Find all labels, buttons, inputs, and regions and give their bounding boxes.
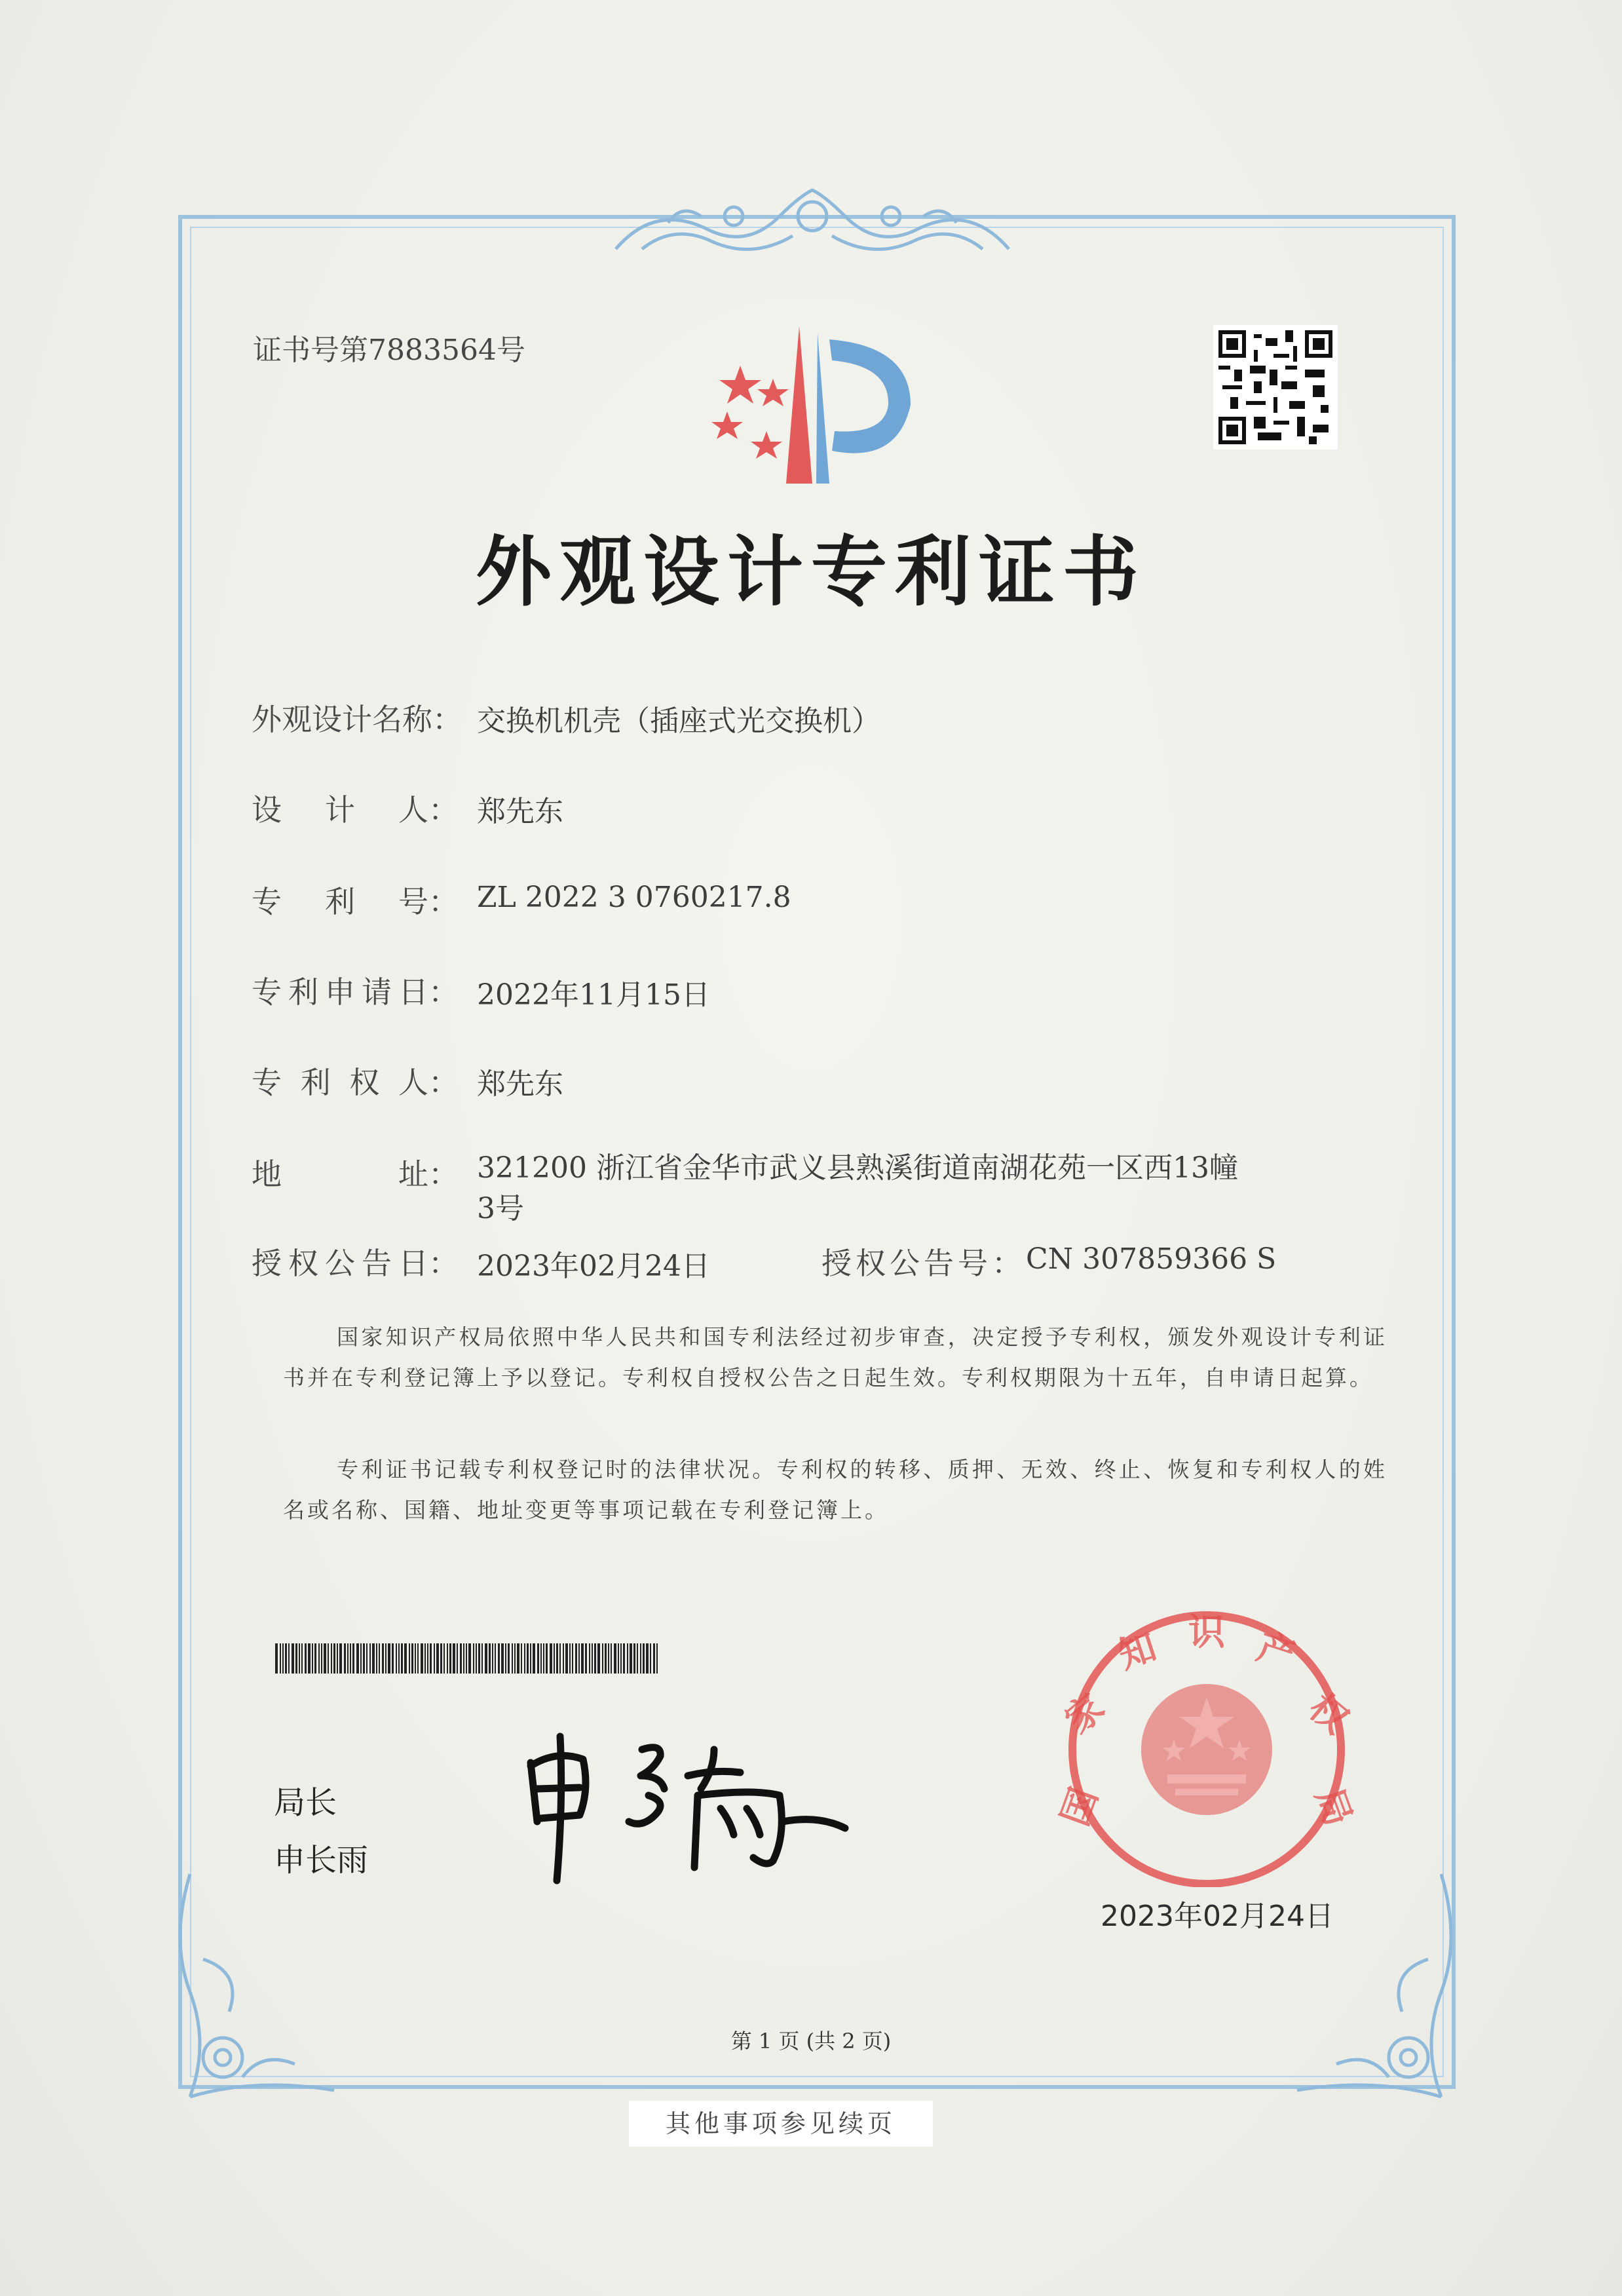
barcode-bar (565, 1643, 568, 1674)
barcode-bar (559, 1643, 561, 1674)
barcode-bar (285, 1643, 287, 1674)
barcode-bar (360, 1643, 362, 1674)
svg-text:局: 局 (1307, 1782, 1361, 1832)
barcode-bar (473, 1643, 474, 1674)
svg-text:家: 家 (1057, 1685, 1113, 1742)
barcode-bar (581, 1643, 584, 1674)
barcode-bar (356, 1643, 359, 1674)
director-name: 申长雨 (274, 1842, 369, 1879)
patent-office-logo (701, 320, 937, 490)
barcode-bar (295, 1643, 297, 1674)
barcode-bar (620, 1643, 622, 1674)
barcode-bar (517, 1643, 519, 1674)
barcode-bar (537, 1643, 539, 1674)
field-design-name-label: 外 观 设 计 名 称： (252, 702, 462, 737)
barcode-bar (366, 1643, 368, 1674)
barcode-bar (411, 1643, 413, 1674)
barcode-bar (436, 1643, 439, 1674)
barcode-bar (540, 1643, 542, 1674)
barcode-bar (463, 1643, 464, 1674)
field-patentee-value: 郑先东 (477, 1067, 563, 1101)
barcode-bar (280, 1643, 281, 1674)
publication-number-label: 授权公告号： (821, 1246, 1026, 1281)
barcode-bar (554, 1643, 555, 1674)
barcode-bar (392, 1643, 394, 1674)
barcode-bar (328, 1643, 329, 1674)
field-address-value: 321200 浙江省金华市武义县熟溪街道南湖花苑一区西13幢3号 (477, 1151, 1238, 1225)
barcode-bar (457, 1643, 458, 1674)
barcode-bar (318, 1643, 320, 1674)
barcode-bar (543, 1643, 544, 1674)
barcode-bar (585, 1643, 587, 1674)
barcode-bar (618, 1643, 619, 1674)
barcode-bar (633, 1643, 635, 1674)
barcode-bar (337, 1643, 338, 1674)
barcode-bar (650, 1643, 651, 1674)
barcode-bar (614, 1643, 616, 1674)
field-designer-value: 郑先东 (477, 795, 563, 828)
barcode-bar (324, 1643, 326, 1674)
barcode-bar (396, 1643, 397, 1674)
barcode-bar (443, 1643, 445, 1674)
barcode-bar (308, 1643, 311, 1674)
certificate-title: 外观设计专利证书 (476, 527, 1146, 617)
barcode-bar (321, 1643, 322, 1674)
barcode-bar (314, 1643, 316, 1674)
barcode-bar (417, 1643, 419, 1674)
qr-code (1213, 325, 1338, 450)
barcode-bar (409, 1643, 410, 1674)
barcode-bar (524, 1643, 525, 1674)
official-seal (1023, 1599, 1390, 1887)
barcode-bar (512, 1643, 513, 1674)
barcode-bar (282, 1643, 284, 1674)
barcode-bar (331, 1643, 332, 1674)
barcode-bar (569, 1643, 571, 1674)
barcode-bar (379, 1643, 380, 1674)
barcode-bar (430, 1643, 432, 1674)
barcode-bar (415, 1643, 416, 1674)
barcode-bar (637, 1643, 638, 1674)
barcode-bar (572, 1643, 573, 1674)
barcode-bar (440, 1643, 442, 1674)
barcode-bar (605, 1643, 607, 1674)
barcode-bar (369, 1643, 371, 1674)
barcode-bar (627, 1643, 628, 1674)
barcode-bar (401, 1643, 403, 1674)
barcode-bar (476, 1643, 477, 1674)
barcode-bar (653, 1643, 655, 1674)
field-grant-date-value: 2023年02月24日 (477, 1250, 710, 1283)
barcode-bar (372, 1643, 375, 1674)
barcode-bar (505, 1643, 506, 1674)
certificate-number: 证书号第7883564号 (253, 334, 525, 367)
barcode-bar (592, 1643, 593, 1674)
barcode-bar (339, 1643, 342, 1674)
field-address-label: 地 址： (252, 1157, 459, 1192)
barcode-bar (421, 1643, 423, 1674)
barcode-bar (333, 1643, 335, 1674)
field-application-date-value: 2022年11月15日 (477, 978, 710, 1012)
barcode-bar (530, 1643, 531, 1674)
barcode-bar (449, 1643, 451, 1674)
barcode-bar (611, 1643, 612, 1674)
barcode-bar (533, 1643, 535, 1674)
field-design-name-value: 交换机机壳（插座式光交换机） (477, 704, 880, 738)
barcode-bar (597, 1643, 600, 1674)
barcode-bar (556, 1643, 558, 1674)
barcode-bar (344, 1643, 346, 1674)
barcode-bar (404, 1643, 407, 1674)
barcode-bar (434, 1643, 435, 1674)
barcode-bar (453, 1643, 455, 1674)
barcode-bar (468, 1643, 471, 1674)
barcode (275, 1643, 662, 1674)
barcode-bar (305, 1643, 307, 1674)
barcode-bar (447, 1643, 448, 1674)
svg-text:国: 国 (1053, 1782, 1106, 1832)
svg-text:知: 知 (1113, 1624, 1161, 1677)
barcode-bar (292, 1643, 294, 1674)
barcode-bar (301, 1643, 303, 1674)
field-application-date-label: 专 利 申 请 日： (252, 974, 459, 1010)
barcode-bar (643, 1643, 645, 1674)
svg-text:识: 识 (1188, 1611, 1225, 1654)
barcode-bar (623, 1643, 625, 1674)
barcode-bar (288, 1643, 290, 1674)
barcode-bar (602, 1643, 603, 1674)
legal-paragraph-1: 国家知识产权局依照中华人民共和国专利法经过初步审查，决定授予专利权，颁发外观设计专利证书并在专利登记簿上予以登记。专利权自授权公告之日起生效。专利权期限为十五年，自申请日起算。 (283, 1324, 1387, 1390)
qr-code-image (1218, 330, 1332, 444)
field-patent-number-value: ZL 2022 3 0760217.8 (477, 881, 791, 914)
field-patentee-label: 专 利 权 人： (252, 1065, 459, 1100)
barcode-bar (508, 1643, 510, 1674)
barcode-bar (646, 1643, 649, 1674)
barcode-bar (382, 1643, 384, 1674)
barcode-bar (640, 1643, 641, 1674)
bottom-left-ornament (164, 1861, 347, 2110)
publication-number-value: CN 307859366 S (1026, 1242, 1277, 1276)
svg-text:产: 产 (1252, 1624, 1300, 1677)
barcode-bar (424, 1643, 426, 1674)
barcode-bar (376, 1643, 377, 1674)
barcode-bar (466, 1643, 467, 1674)
page-indicator: 第 1 页 (共 2 页) (730, 2029, 892, 2054)
svg-text:权: 权 (1300, 1685, 1357, 1742)
seal-date: 2023年02月24日 (1101, 1900, 1334, 1933)
barcode-bar (275, 1643, 278, 1674)
top-ornament (603, 177, 1022, 269)
barcode-bar (363, 1643, 365, 1674)
barcode-bar (630, 1643, 632, 1674)
barcode-bar (352, 1643, 354, 1674)
barcode-bar (481, 1643, 483, 1674)
barcode-bar (656, 1643, 658, 1674)
barcode-bar (388, 1643, 390, 1674)
barcode-bar (563, 1643, 564, 1674)
barcode-bar (350, 1643, 351, 1674)
barcode-bar (485, 1643, 487, 1674)
barcode-bar (427, 1643, 428, 1674)
barcode-bar (385, 1643, 387, 1674)
barcode-bar (498, 1643, 500, 1674)
barcode-bar (550, 1643, 552, 1674)
barcode-bar (514, 1643, 516, 1674)
barcode-bar (589, 1643, 590, 1674)
continuation-note: 其他事项参见续页 (629, 2101, 933, 2147)
barcode-bar (312, 1643, 313, 1674)
barcode-bar (489, 1643, 491, 1674)
director-signature (518, 1723, 852, 1887)
barcode-bar (492, 1643, 493, 1674)
barcode-bar (501, 1643, 504, 1674)
field-grant-date-label: 授 权 公 告 日： (252, 1246, 459, 1281)
field-designer-label: 设 计 人： (252, 792, 459, 828)
director-title: 局长 (274, 1784, 337, 1821)
legal-paragraph-2: 专利证书记载专利权登记时的法律状况。专利权的转移、质押、无效、终止、恢复和专利权人的姓名或名称、国籍、地址变更等事项记载在专利登记簿上。 (283, 1457, 1387, 1523)
barcode-bar (460, 1643, 462, 1674)
barcode-bar (495, 1643, 496, 1674)
barcode-bar (608, 1643, 609, 1674)
barcode-bar (546, 1643, 548, 1674)
barcode-bar (578, 1643, 580, 1674)
barcode-bar (478, 1643, 480, 1674)
field-patent-number-label: 专 利 号： (252, 884, 459, 919)
barcode-bar (347, 1643, 349, 1674)
barcode-bar (398, 1643, 400, 1674)
barcode-bar (521, 1643, 522, 1674)
barcode-bar (299, 1643, 300, 1674)
barcode-bar (527, 1643, 529, 1674)
barcode-bar (594, 1643, 596, 1674)
barcode-bar (575, 1643, 577, 1674)
